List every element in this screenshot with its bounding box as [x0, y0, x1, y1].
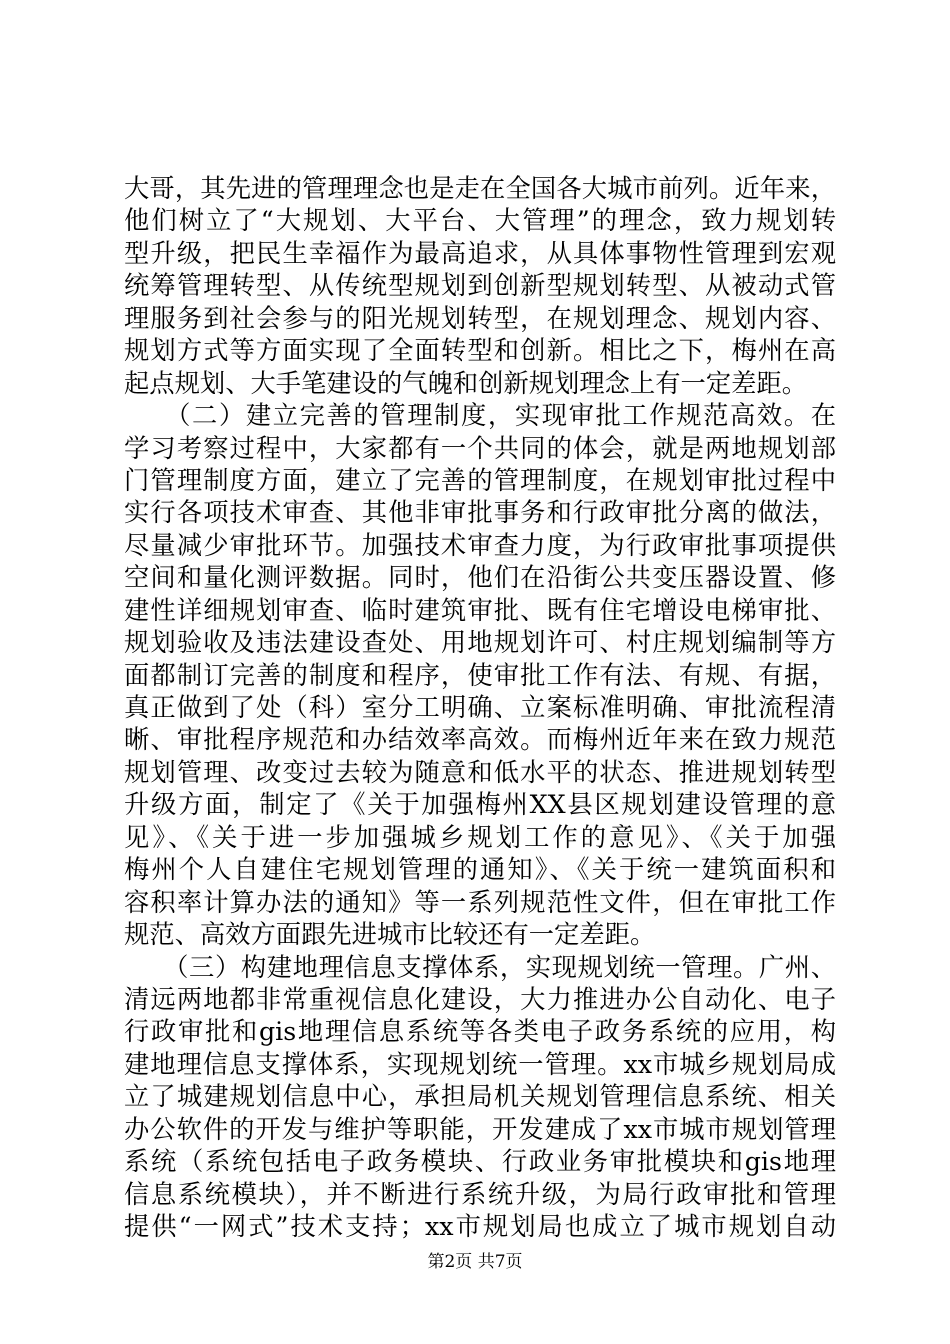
text-line: 规划验收及违法建设查处、用地规划许可、村庄规划编制等方 [124, 628, 836, 658]
text-line: 清远两地都非常重视信息化建设，大力推进办公自动化、电子 [124, 984, 836, 1014]
text-line: 学习考察过程中，大家都有一个共同的体会，就是两地规划部 [124, 433, 836, 463]
text-line: 规划方式等方面实现了全面转型和创新。相比之下，梅州在高 [124, 336, 836, 366]
text-line: 建性详细规划审查、临时建筑审批、既有住宅增设电梯审批、 [124, 595, 836, 625]
text-line: 门管理制度方面，建立了完善的管理制度，在规划审批过程中 [124, 465, 836, 495]
text-line: 规划管理、改变过去较为随意和低水平的状态、推进规划转型 [124, 757, 836, 787]
text-line: 容积率计算办法的通知》等一系列规范性文件，但在审批工作 [124, 887, 836, 917]
text-line: 大哥，其先进的管理理念也是走在全国各大城市前列。近年来， [124, 174, 836, 203]
text-line: 起点规划、大手笔建设的气魄和创新规划理念上有一定差距。 [124, 368, 808, 398]
text-line: 提供“一网式”技术支持；xx市规划局也成立了城市规划自动 [124, 1212, 836, 1241]
text-line: （三）构建地理信息支撑体系，实现规划统一管理。广州、 [124, 952, 836, 982]
text-line: 面都制订完善的制度和程序，使审批工作有法、有规、有据， [124, 660, 836, 690]
text-line: 信息系统模块），并不断进行系统升级，为局行政审批和管理 [124, 1179, 836, 1209]
text-line: 实行各项技术审查、其他非审批事务和行政审批分离的做法， [124, 498, 836, 528]
text-line: 立了城建规划信息中心，承担局机关规划管理信息系统、相关 [124, 1082, 836, 1112]
text-line: 梅州个人自建住宅规划管理的通知》、《关于统一建筑面积和 [124, 855, 836, 885]
text-line: 尽量减少审批环节。加强技术审查力度，为行政审批事项提供 [124, 530, 836, 560]
text-line: 空间和量化测评数据。同时，他们在沿街公共变压器设置、修 [124, 563, 836, 593]
text-line: 办公软件的开发与维护等职能，开发建成了xx市城市规划管理 [124, 1114, 836, 1144]
text-line: 统筹管理转型、从传统型规划到创新型规划转型、从被动式管 [124, 271, 836, 301]
text-line: 行政审批和gis地理信息系统等各类电子政务系统的应用，构 [124, 1017, 836, 1047]
text-line: 晰、审批程序规范和办结效率高效。而梅州近年来在致力规范 [124, 725, 836, 755]
text-line: 他们树立了“大规划、大平台、大管理”的理念，致力规划转 [124, 206, 836, 236]
text-line: 理服务到社会参与的阳光规划转型，在规划理念、规划内容、 [124, 303, 836, 333]
text-line: 系统（系统包括电子政务模块、行政业务审批模块和gis地理 [124, 1147, 836, 1177]
text-line: 型升级，把民生幸福作为最高追求，从具体事物性管理到宏观 [124, 238, 836, 268]
text-line: 真正做到了处（科）室分工明确、立案标准明确、审批流程清 [124, 693, 836, 722]
text-line: 见》、《关于进一步加强城乡规划工作的意见》、《关于加强 [124, 822, 836, 852]
text-line: 规范、高效方面跟先进城市比较还有一定差距。 [124, 920, 656, 950]
text-line: 升级方面，制定了《关于加强梅州XX县区规划建设管理的意 [124, 790, 836, 820]
text-line: 建地理信息支撑体系，实现规划统一管理。xx市城乡规划局成 [124, 1049, 836, 1079]
text-line: （二）建立完善的管理制度，实现审批工作规范高效。在 [124, 401, 836, 431]
page-footer: 第2页 共7页 [427, 1252, 523, 1272]
body-text [124, 173, 836, 1243]
